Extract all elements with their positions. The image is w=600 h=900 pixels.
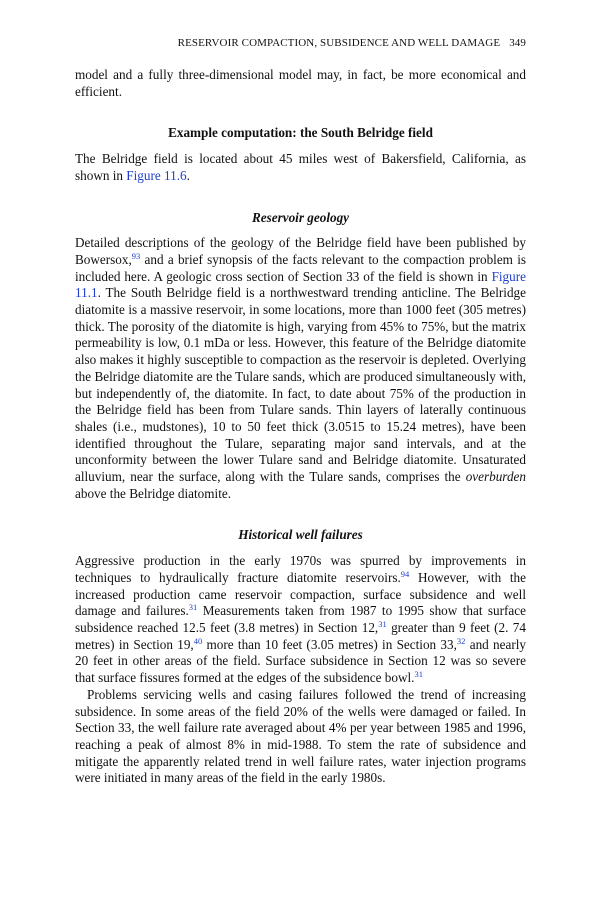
- geology-text-2: and a brief synopsis of the facts relevant to the compaction problem is included here. A geologic cross section of Section 33 of the field is shown in: [75, 251, 526, 284]
- failures-text-6: and nearly 20 feet in other areas of the field. Surface subsidence in Section 12 was so severe that surface fissures formed at the edges of the subsidence bowl.: [75, 636, 526, 686]
- subsection-heading-geology: Reservoir geology: [251, 209, 350, 225]
- failures-text-7: Problems servicing wells and casing failures followed the trend of increasing subsidence. In some areas of the field 20% of the wells were damaged or failed. In Section 33, the well failure rate averaged about 4% per year between 1985 and 1996, reaching a peak of almost 8% in mid-1988. To stem the rate of subsidence and mitigate the apparently related trend in well failure rates, water injection programs were initiated in many areas of the field in the early 1980s.: [75, 686, 526, 786]
- example-text-b: .: [186, 167, 190, 183]
- failures-text-3: Measurements taken from 1987 to 1995 show that surface subsidence reached 12.5 feet (3.8 metres) in Section 12,: [75, 603, 526, 635]
- figure-link-11-1[interactable]: Figure 11.1: [75, 268, 526, 301]
- section-heading-example: Example computation: the South Belridge field: [168, 125, 433, 141]
- citation-link[interactable]: 32: [456, 635, 466, 646]
- citation-link[interactable]: 40: [193, 635, 203, 646]
- emphasized-term: overburden: [465, 469, 526, 485]
- failures-text-5: more than 10 feet (3.05 metres) in Section 33,: [202, 636, 457, 652]
- running-title: RESERVOIR COMPACTION, SUBSIDENCE AND WELL DAMAGE: [177, 37, 501, 49]
- failures-text-2: However, with the increased production came reservoir compaction, surface subsidence and well damage and failures.: [75, 569, 526, 619]
- citation-link[interactable]: 31: [378, 618, 387, 629]
- intro-paragraph: [75, 67, 526, 100]
- citation-link[interactable]: 93: [131, 250, 141, 261]
- failures-text-4: greater than 9 feet (2. 74 metres) in Section 19,: [75, 619, 526, 652]
- body-text: [75, 67, 526, 787]
- example-text-a: The Belridge field is located about 45 miles west of Bakersfield, California, as shown in: [75, 151, 526, 183]
- failures-text-1: Aggressive production in the early 1970s was spurred by improvements in techniques to hydraulically fracture diatomite reservoirs.: [75, 553, 526, 585]
- page-number: 349: [509, 37, 526, 49]
- geology-text-1: Detailed descriptions of the geology of the Belridge field have been published by Bowersox,: [75, 235, 526, 267]
- failures-paragraph-1: [75, 553, 526, 687]
- geology-text-4: above the Belridge diatomite.: [75, 485, 232, 501]
- figure-link-11-6[interactable]: Figure 11.6: [126, 167, 187, 183]
- subsection-heading-failures: Historical well failures: [238, 527, 363, 543]
- citation-link[interactable]: 31: [188, 602, 198, 613]
- failures-paragraph-2: [75, 687, 526, 787]
- citation-link[interactable]: 31: [414, 669, 423, 680]
- running-header: [178, 37, 526, 49]
- citation-link[interactable]: 94: [400, 568, 410, 579]
- example-paragraph: [75, 151, 526, 184]
- geology-text-3: . The South Belridge field is a northwestward trending anticline. The Belridge diatomite is a massive reservoir, in some locations, more than 1000 feet (305 metres) thick. The porosity of the diatomite is high, varying from 45% to 75%, but the matrix permeability is low, 0.1 mDa or less. However, this feature of the Belridge diatomite also makes it highly susceptible to compaction as the reservoir is depleted. Overlying the Belridge diatomite are the Tulare sands, which are produced simultaneously with, but independently of, the diatomite. In fact, to date about 75% of the production in the Belridge field has been from Tulare sands. Thin layers of laterally continuous shales (i.e., mudstones), 10 to 50 feet thick (3.0515 to 15.24 metres), have been identified throughout the Tulare, separating major sand intervals, and at the unconformity between the lower Tulare sand and Belridge diatomite. Unsaturated alluvium, near the surface, along with the Tulare sands, comprises the: [75, 285, 526, 485]
- intro-text: model and a fully three-dimensional model may, in fact, be more economical and efficient.: [75, 67, 526, 99]
- geology-paragraph: [75, 235, 526, 502]
